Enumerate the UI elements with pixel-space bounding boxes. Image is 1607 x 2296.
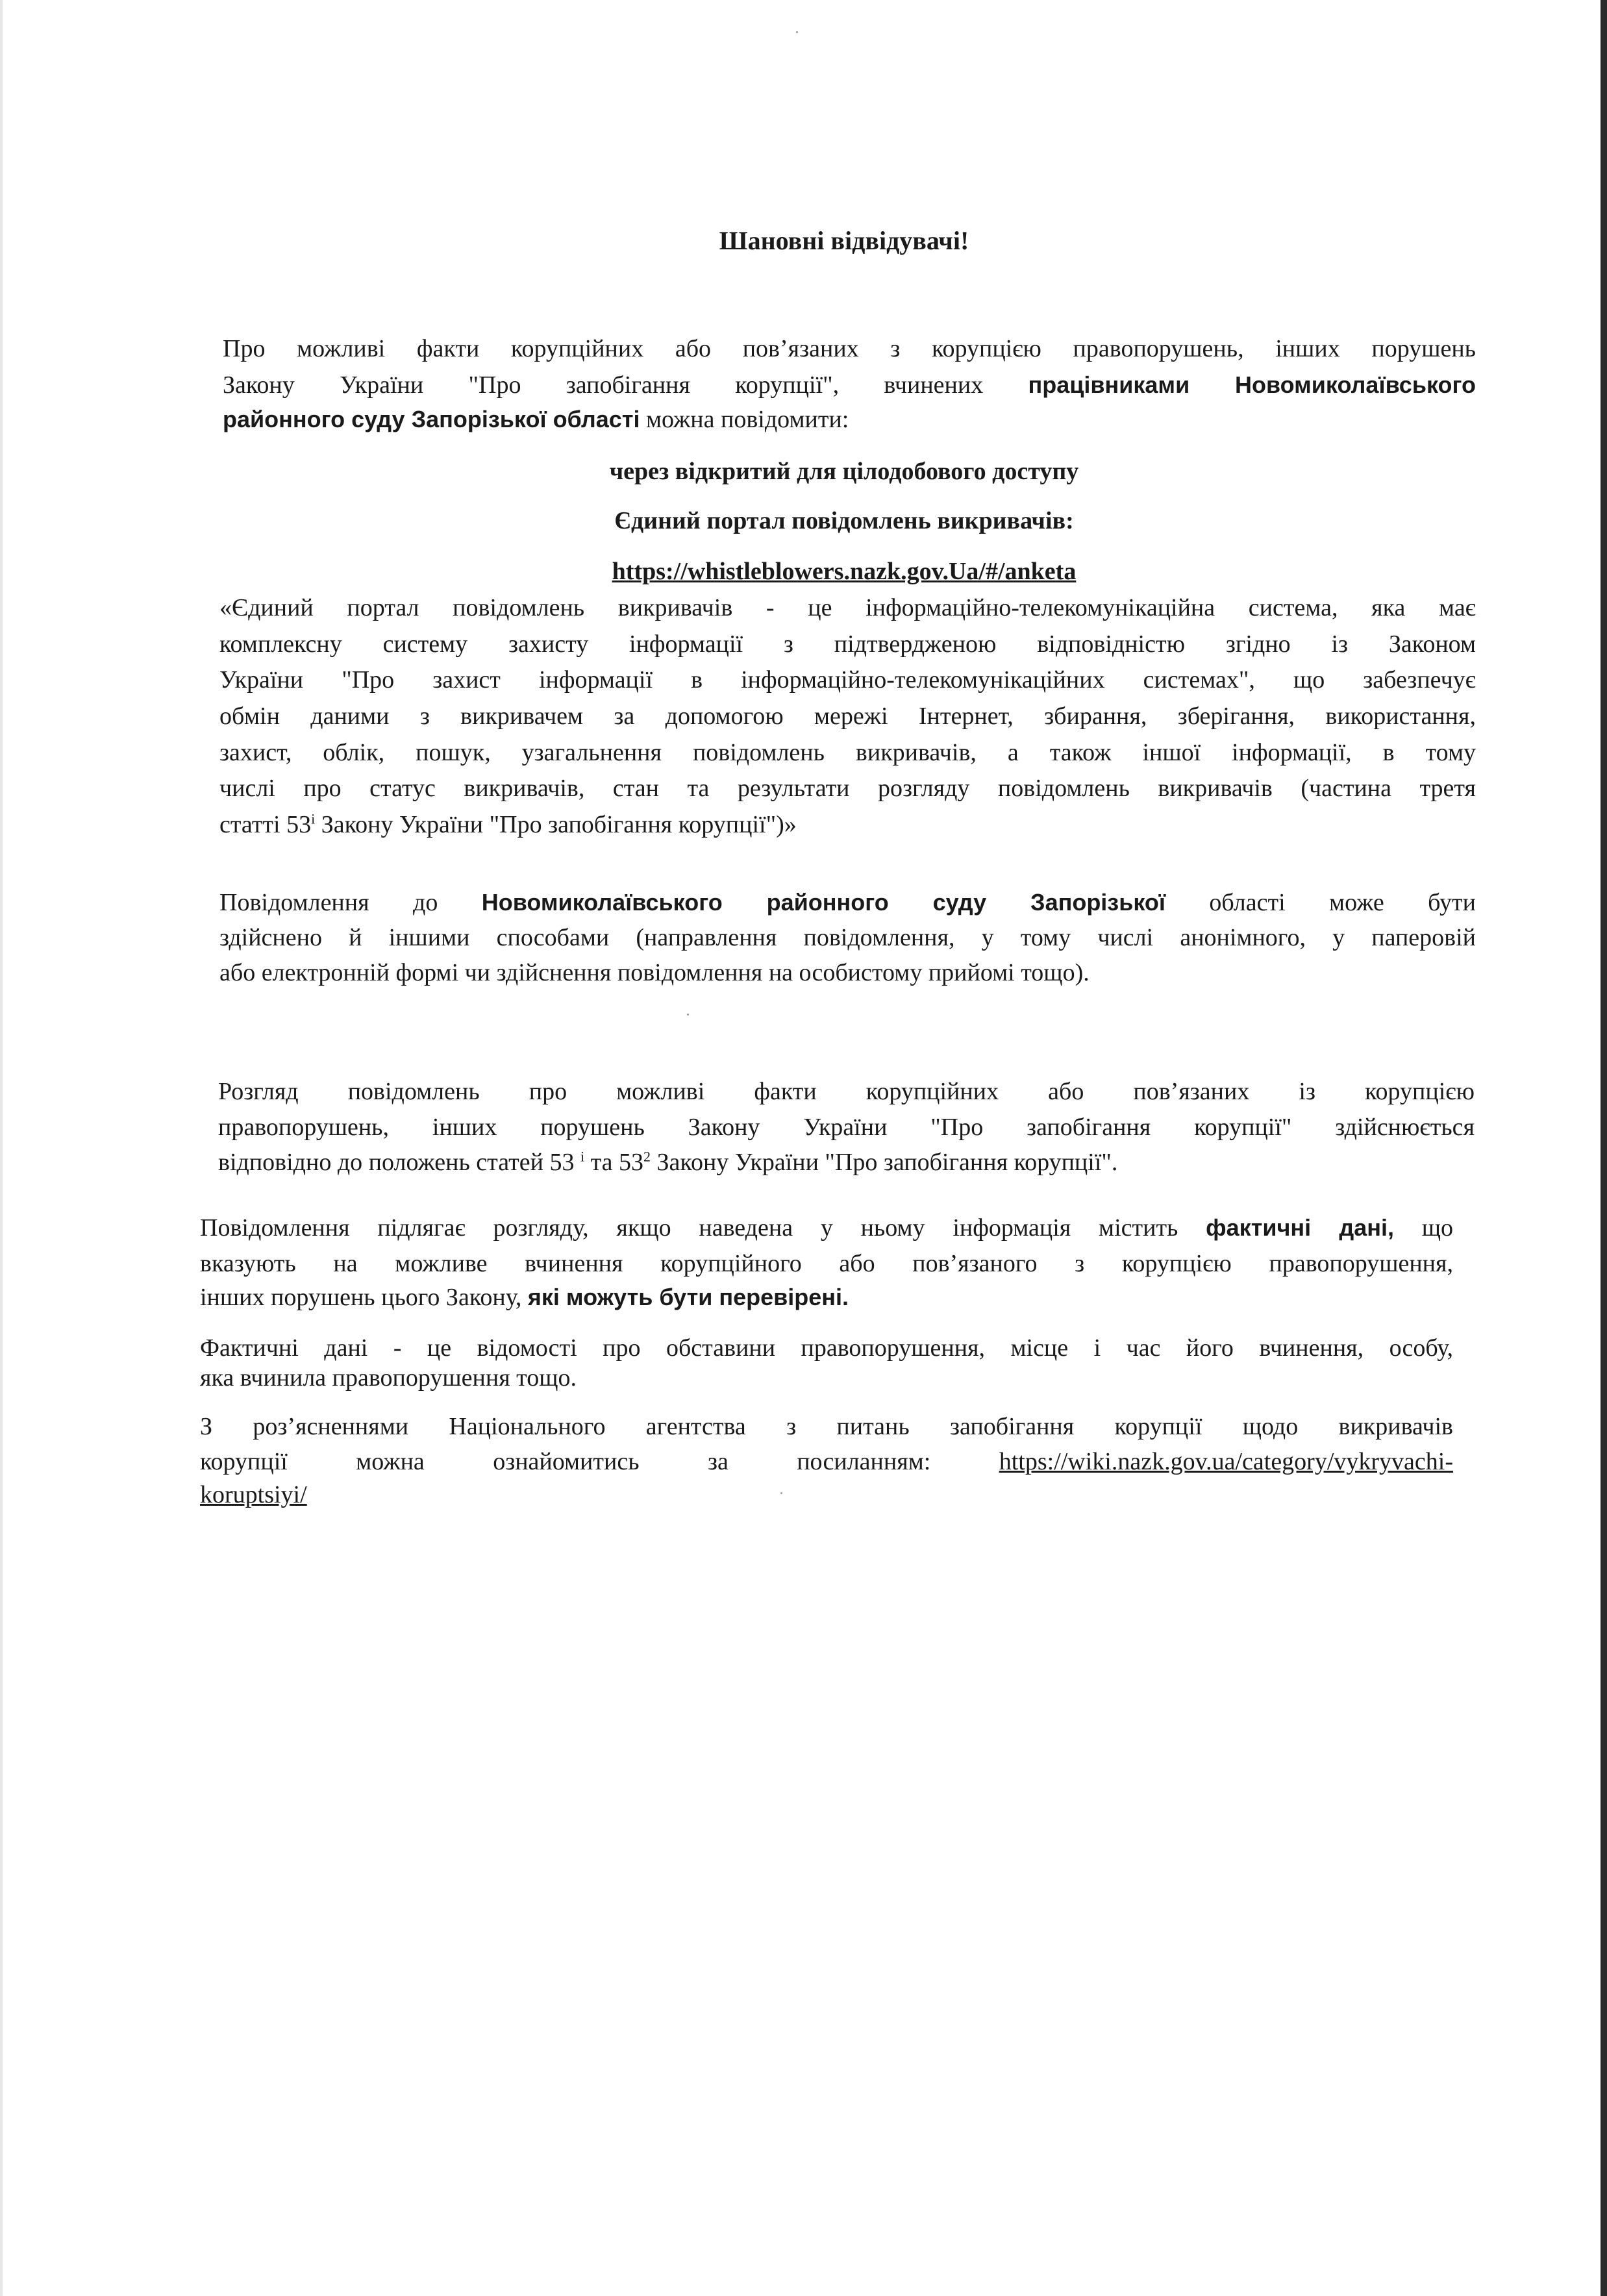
quote-line-4: обмін даними з викривачем за допомогою мережі Інтернет, збирання, зберігання, використання,	[219, 703, 1476, 730]
subject-text-d: інших порушень цього Закону,	[200, 1284, 528, 1311]
intro-court-bold: районного суду Запорізької області	[223, 406, 640, 432]
quote-line-7-text: Закону України "Про запобігання корупції")»	[315, 811, 797, 838]
portal-line-1: через відкритий для цілодобового доступу	[609, 458, 1079, 485]
wiki-url-link-continued[interactable]: koruptsiyi/	[200, 1481, 307, 1508]
wiki-line-1: З роз’ясненнями Національного агентства з питань запобігання корупції щодо викривачів	[200, 1413, 1453, 1440]
intro-line-2-text: Закону України "Про запобігання корупції", вчинених	[223, 371, 1028, 399]
subject-verifiable-bold: які можуть бути перевірені.	[527, 1284, 849, 1310]
quote-line-5: захист, облік, пошук, узагальнення повідомлень викривачів, а також іншої інформації, в тому	[219, 739, 1476, 766]
review-sup-2: 2	[643, 1148, 651, 1165]
page-title: Шановні відвідувачі!	[719, 226, 969, 255]
quote-article-ref: статті 53	[219, 811, 312, 838]
other-ways-line-3: або електронній формі чи здійснення повідомлення на особистому прийомі тощо).	[219, 959, 1090, 986]
other-ways-line-2: здійснено й іншими способами (направлення повідомлення, у тому числі анонімного, у паперовій	[219, 924, 1476, 951]
review-sup-1: і	[580, 1148, 585, 1165]
quote-line-2: комплексну систему захисту інформації з підтвердженою відповідністю згідно із Законом	[219, 630, 1476, 658]
other-ways-text-a: Повідомлення до	[219, 889, 482, 916]
subject-line-3	[200, 1280, 849, 1314]
review-text-b: та 53	[584, 1149, 644, 1176]
other-ways-line-1	[219, 886, 1476, 919]
quote-line-6: числі про статус викривачів, стан та результати розгляду повідомлень викривачів (частина третя	[219, 775, 1476, 802]
portal-line-2: Єдиний портал повідомлень викривачів:	[614, 507, 1074, 534]
review-line-3	[218, 1145, 1117, 1179]
quote-line-7	[219, 808, 797, 842]
intro-line-1: Про можливі факти корупційних або пов’язаних з корупцією правопорушень, інших порушень	[223, 335, 1476, 362]
review-line-2: правопорушень, інших порушень Закону України "Про запобігання корупції" здійснюється	[218, 1114, 1475, 1141]
quote-line-3: України "Про захист інформації в інформаційно-телекомунікаційних системах", що забезпечує	[219, 666, 1476, 693]
wiki-text: корупції можна ознайомитись за посиланням:	[200, 1448, 999, 1475]
scan-speck	[687, 1014, 689, 1016]
review-text-a: відповідно до положень статей 53	[218, 1149, 580, 1176]
wiki-line-2	[200, 1445, 1453, 1479]
subject-line-1	[200, 1211, 1453, 1245]
quote-line-1: «Єдиний портал повідомлень викривачів - це інформаційно-телекомунікаційна система, яка має	[219, 594, 1476, 621]
intro-line-3-text: можна повідомити:	[640, 406, 849, 433]
scan-speck	[780, 1492, 782, 1494]
other-ways-text-c: області може бути	[1165, 889, 1476, 916]
intro-line-3	[223, 403, 849, 436]
intro-line-2	[223, 368, 1476, 402]
wiki-url-link[interactable]: https://wiki.nazk.gov.ua/category/vykryvachi-	[999, 1448, 1453, 1475]
intro-employees-bold: працівниками Новомиколаївського	[1028, 371, 1476, 398]
other-ways-court-bold: Новомиколаївського районного суду Запорізької	[481, 889, 1165, 916]
portal-url-link[interactable]: https://whistleblowers.nazk.gov.Ua/#/anketa	[612, 558, 1077, 585]
subject-text-c: що	[1393, 1214, 1454, 1242]
review-line-1: Розгляд повідомлень про можливі факти корупційних або пов’язаних із корупцією	[218, 1078, 1475, 1105]
subject-facts-bold: фактичні дані,	[1206, 1214, 1394, 1241]
subject-text-a: Повідомлення підлягає розгляду, якщо наведена у ньому інформація містить	[200, 1214, 1206, 1242]
facts-line-1: Фактичні дані - це відомості про обставини правопорушення, місце і час його вчинення, особу,	[200, 1334, 1453, 1362]
subject-line-2: вказують на можливе вчинення корупційного або пов’язаного з корупцією правопорушення,	[200, 1250, 1453, 1277]
review-text-c: Закону України "Про запобігання корупції".	[651, 1149, 1118, 1176]
facts-line-2: яка вчинила правопорушення тощо.	[200, 1364, 577, 1391]
quote-article-sup: і	[311, 810, 316, 827]
scan-speck	[796, 31, 798, 33]
